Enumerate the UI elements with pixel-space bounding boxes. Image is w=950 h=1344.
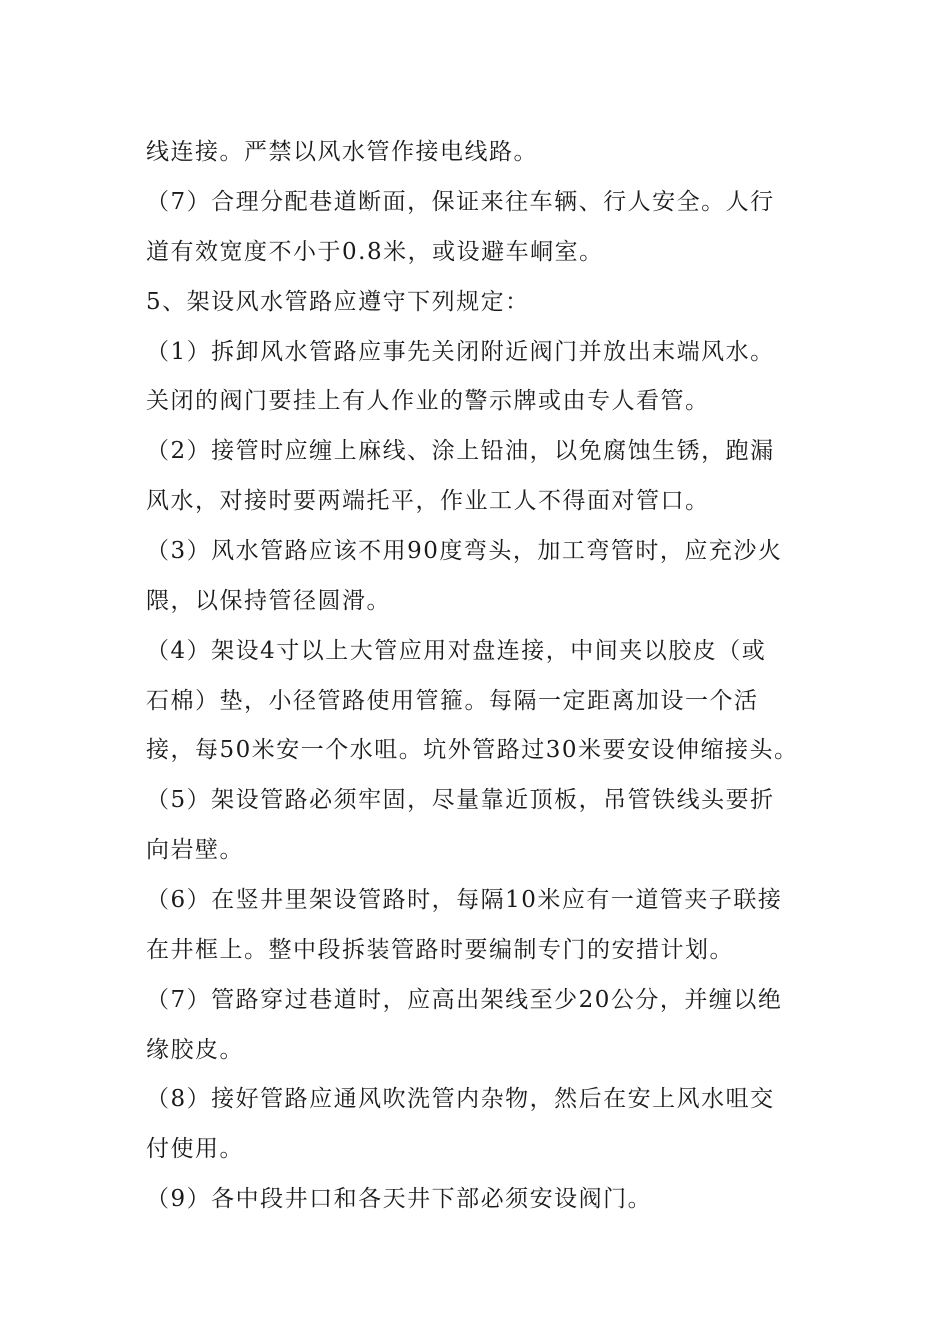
text-line: （8）接好管路应通风吹洗管内杂物，然后在安上风水咀交 [146,1086,775,1112]
text-line: 向岩壁。 [146,837,244,863]
text-line: （6）在竖井里架设管路时，每隔10米应有一道管夹子联接 [146,887,783,913]
text-line: 缘胶皮。 [146,1037,244,1063]
text-line: 道有效宽度不小于0.8米，或设避车峒室。 [146,239,604,265]
text-line: （1）拆卸风水管路应事先关闭附近阀门并放出末端风水。 [146,339,775,365]
text-line: 线连接。严禁以风水管作接电线路。 [146,139,538,165]
text-line: （9）各中段井口和各天井下部必须安设阀门。 [146,1186,653,1212]
text-line: 付使用。 [146,1136,244,1162]
text-line: 隈，以保持管径圆滑。 [146,588,391,614]
text-line: 接，每50米安一个水咀。坑外管路过30米要安设伸缩接头。 [146,737,799,763]
text-line: 石棉）垫，小径管路使用管箍。每隔一定距离加设一个活 [146,688,759,714]
text-line: 在井框上。整中段拆装管路时要编制专门的安措计划。 [146,937,734,963]
text-line: （7）合理分配巷道断面，保证来往车辆、行人安全。人行 [146,189,775,215]
text-line: （2）接管时应缠上麻线、涂上铅油，以免腐蚀生锈，跑漏 [146,438,775,464]
section-heading: 5、架设风水管路应遵守下列规定： [146,289,530,315]
text-line: 关闭的阀门要挂上有人作业的警示牌或由专人看管。 [146,388,710,414]
text-line: （5）架设管路必须牢固，尽量靠近顶板，吊管铁线头要折 [146,787,775,813]
text-line: （3）风水管路应该不用90度弯头，加工弯管时，应充沙火 [146,538,783,564]
text-line: （7）管路穿过巷道时，应高出架线至少20公分，并缠以绝 [146,987,783,1013]
text-line: 风水，对接时要两端托平，作业工人不得面对管口。 [146,488,710,514]
text-line: （4）架设4寸以上大管应用对盘连接，中间夹以胶皮（或 [146,638,767,664]
